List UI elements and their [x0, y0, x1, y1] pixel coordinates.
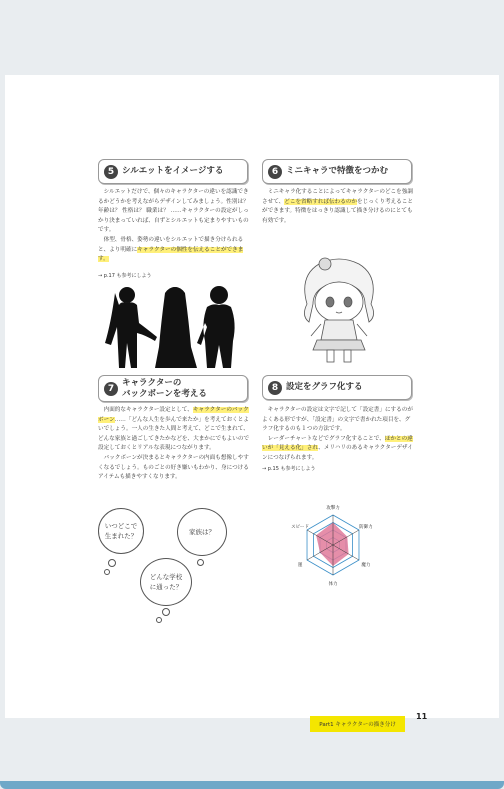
section-6-body [262, 188, 414, 226]
section-number: 7 [104, 382, 118, 396]
section-6-heading [262, 159, 412, 184]
paragraph: バックボーンが決まるとキャラクターの内面も想像しやすくなるでしょう。ものごとの好き嫌いもわかり、身につけるアイテムも描きやすくなります。 [98, 454, 249, 481]
silhouette-head [119, 287, 135, 303]
highlight-text: キャラクターのバックボーン [98, 407, 249, 423]
section-title: 設定をグラフ化する [286, 382, 363, 392]
radar-label: 魔力 [361, 563, 371, 568]
bubble-dot [104, 569, 110, 575]
section-5-body [98, 188, 250, 265]
section-7-heading [98, 375, 248, 402]
radar-label: 防御力 [359, 525, 373, 530]
radar-chart [273, 495, 393, 595]
bubble-dot [156, 617, 162, 623]
silhouette-body [197, 304, 235, 368]
radar-label: 運 [297, 563, 303, 568]
reference-note: → p.17 も参考にしよう [98, 273, 152, 279]
book-page [5, 75, 499, 728]
chapter-footer-label: Part1 キャラクターの描き分け [310, 716, 405, 732]
page-number: 11 [416, 712, 428, 721]
bubble-dot [108, 559, 116, 567]
bottom-strip [0, 781, 504, 789]
paragraph: 体型、骨格、姿勢の違いをシルエットで描き分けられると、より明確にキャラクターの個性を伝えることができます。 [98, 236, 244, 263]
section-5-heading [98, 159, 248, 184]
section-number: 6 [268, 165, 282, 179]
thought-bubble: どんな学校に通った？ [140, 558, 192, 606]
section-title: ミニキャラで特徴をつかむ [286, 166, 389, 176]
radar-label: スピード [291, 525, 310, 530]
bubble-dot [197, 559, 204, 566]
radar-label: 体力 [328, 582, 338, 587]
section-title: シルエットをイメージする [122, 166, 224, 176]
section-7-body [98, 406, 250, 483]
section-title: キャラクターの バックボーンを考える [122, 377, 207, 399]
highlight-text: キャラクターの個性を伝えることができます。 [98, 246, 244, 263]
silhouette-body [105, 293, 157, 368]
silhouette-head [210, 286, 228, 304]
paragraph: 内面的なキャラクター設定として、キャラクターのバックボーン……「どんな人生を歩んで来たか」を考えておくとよいでしょう。一人の生きた人間と考えて、どこで生まれて、どんな家族と過ごしてきたかなどを、大まかにでもよいので設定しておくとリアルな表現につながります。 [98, 407, 250, 452]
reference-note: → p.15 も参考にしよう [262, 466, 316, 472]
section-8-body [262, 406, 414, 464]
highlight-text: ほかとの違いが「見える化」され [262, 435, 413, 452]
mini-character-illustration [295, 256, 383, 364]
paragraph: レーダーチャートなどでグラフ化することで、ほかとの違いが「見える化」され、メリハリのあるキャラクターデザインにつなげられます。 [262, 435, 413, 461]
thought-bubble: いつどこで生まれた？ [98, 508, 144, 554]
thought-bubble: 家族は？ [177, 508, 227, 556]
section-8-heading [262, 375, 412, 400]
highlight-text: どこを省略すれば伝わるのか [284, 198, 357, 205]
section-number: 5 [104, 165, 118, 179]
paragraph: ミニキャラ化することによってキャラクターのどこを強調させて、どこを省略すれば伝わるのかをじっくり考えることができます。特徴をはっきり認識して描き分けるのにとても有効です。 [262, 189, 413, 224]
paragraph: シルエットだけで、個々のキャラクターの違いを認識できるかどうかを考えながらデザインしてみましょう。性別は？ 年齢は？ 性格は？ 職業は？ ……キャラクターの設定がしっかり決まっていれば、自ずとシルエットも定まりやすいものです。 [98, 189, 249, 234]
section-number: 8 [268, 381, 282, 395]
bubble-dot [162, 608, 170, 616]
silhouette-body [155, 287, 197, 368]
paragraph: キャラクターの設定は文字で記して「設定書」にするのがよくある形ですが、「設定書」の文字で書かれた項目を、グラフ化するのも１つの方法です。 [262, 407, 413, 433]
radar-label: 攻撃力 [326, 506, 340, 511]
silhouette-illustration [97, 283, 247, 368]
